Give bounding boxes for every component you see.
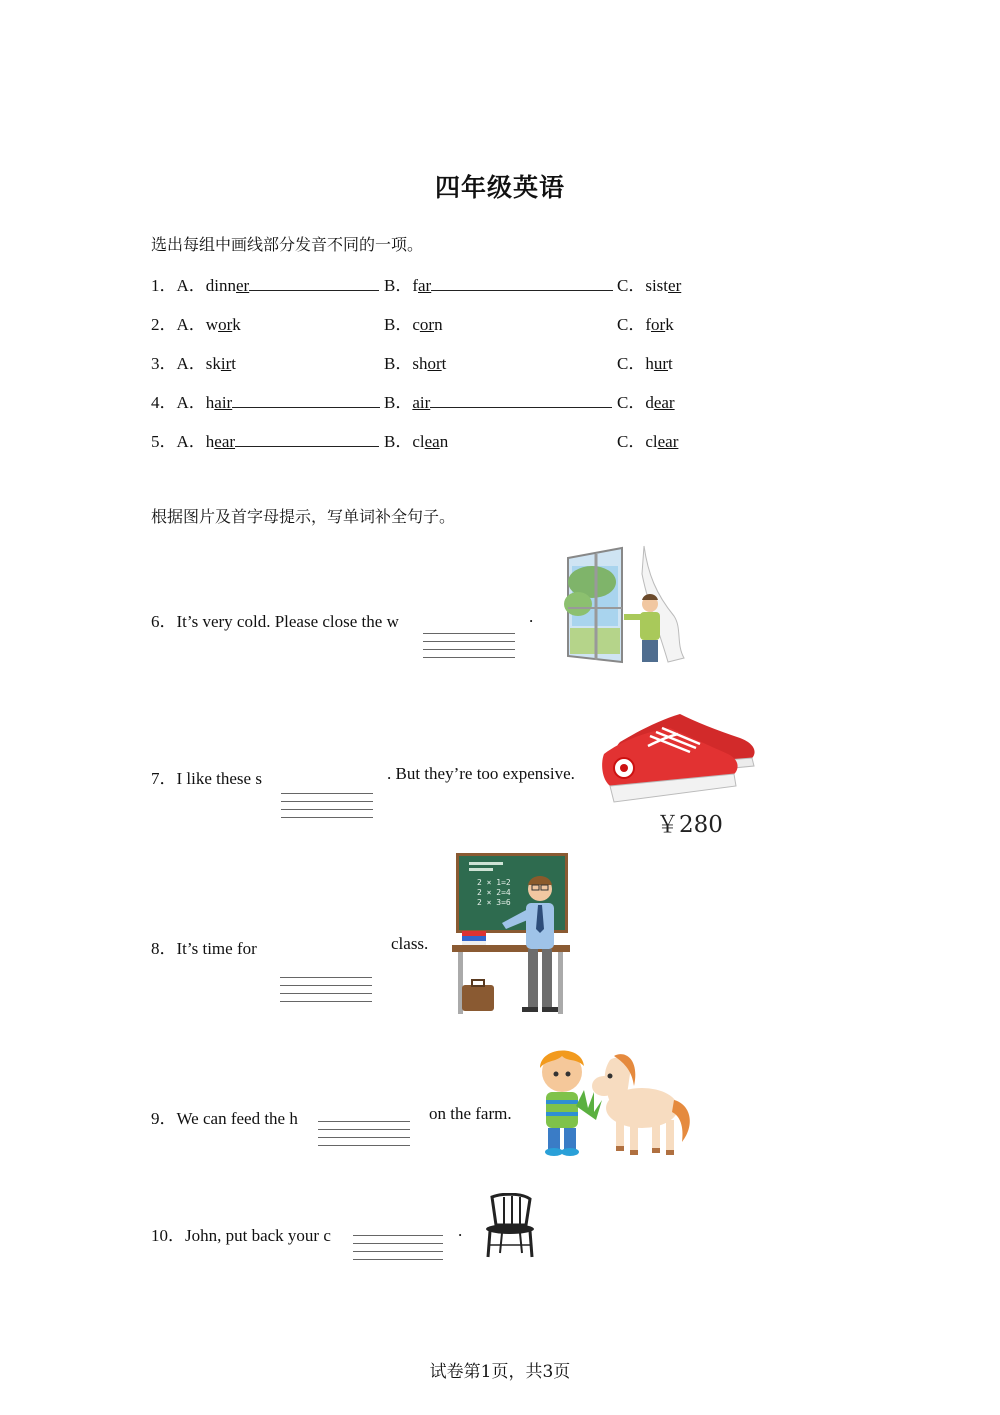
page-title: 四年级英语: [434, 173, 565, 202]
window-picture: [564, 544, 688, 666]
question-10-end: .: [458, 1221, 463, 1240]
shoe-price: ￥280: [656, 812, 723, 838]
board-line: 2 × 2=4: [477, 888, 511, 897]
question-5-option-b: B．clean: [384, 432, 449, 451]
question-8-text: 8．It’s time for: [151, 939, 257, 958]
question-1-option-c: C．sister: [617, 276, 682, 295]
question-6-end: .: [529, 607, 534, 626]
question-7-end: . But they’re too expensive.: [387, 764, 575, 783]
question-2-option-c: C．fork: [617, 315, 674, 334]
board-line: 2 × 3=6: [477, 898, 511, 907]
answer-blank-7[interactable]: [281, 793, 373, 825]
question-9-end: on the farm.: [429, 1104, 512, 1123]
question-1: 1．A．dinner: [151, 271, 379, 296]
section1-instruction: 选出每组中画线部分发音不同的一项。: [151, 235, 424, 254]
chair-picture: [482, 1193, 534, 1259]
horse-picture: [532, 1046, 698, 1160]
teacher-picture: [450, 873, 576, 1015]
question-3-option-c: C．hurt: [617, 354, 673, 373]
answer-blank-8[interactable]: [280, 977, 372, 1009]
question-4-option-b: B．air: [384, 388, 612, 413]
question-10-text: 10．John, put back your c: [151, 1226, 331, 1245]
question-8-end: class.: [391, 934, 429, 953]
question-2: 2．A．work: [151, 315, 241, 334]
question-5-option-c: C．clear: [617, 432, 679, 451]
question-4: 4．A．hair: [151, 388, 380, 413]
section2-instruction: 根据图片及首字母提示，写单词补全句子。: [151, 507, 456, 526]
question-7-text: 7．I like these s: [151, 769, 262, 788]
question-2-option-b: B．corn: [384, 315, 443, 334]
board-line: 2 × 1=2: [477, 878, 511, 887]
question-1-option-b: B．far: [384, 271, 613, 296]
answer-blank-10[interactable]: [353, 1235, 443, 1267]
page-footer: 试卷第1页，共3页: [429, 1362, 571, 1382]
question-5: 5．A．hear: [151, 427, 379, 452]
question-3: 3．A．skirt: [151, 354, 237, 373]
question-3-option-b: B．short: [384, 354, 447, 373]
answer-blank-6[interactable]: [423, 633, 515, 665]
question-4-option-c: C．dear: [617, 393, 675, 412]
answer-blank-9[interactable]: [318, 1121, 410, 1153]
question-9-text: 9．We can feed the h: [151, 1109, 298, 1128]
shoes-picture: [600, 706, 760, 810]
question-6-text: 6．It’s very cold. Please close the w: [151, 612, 399, 631]
